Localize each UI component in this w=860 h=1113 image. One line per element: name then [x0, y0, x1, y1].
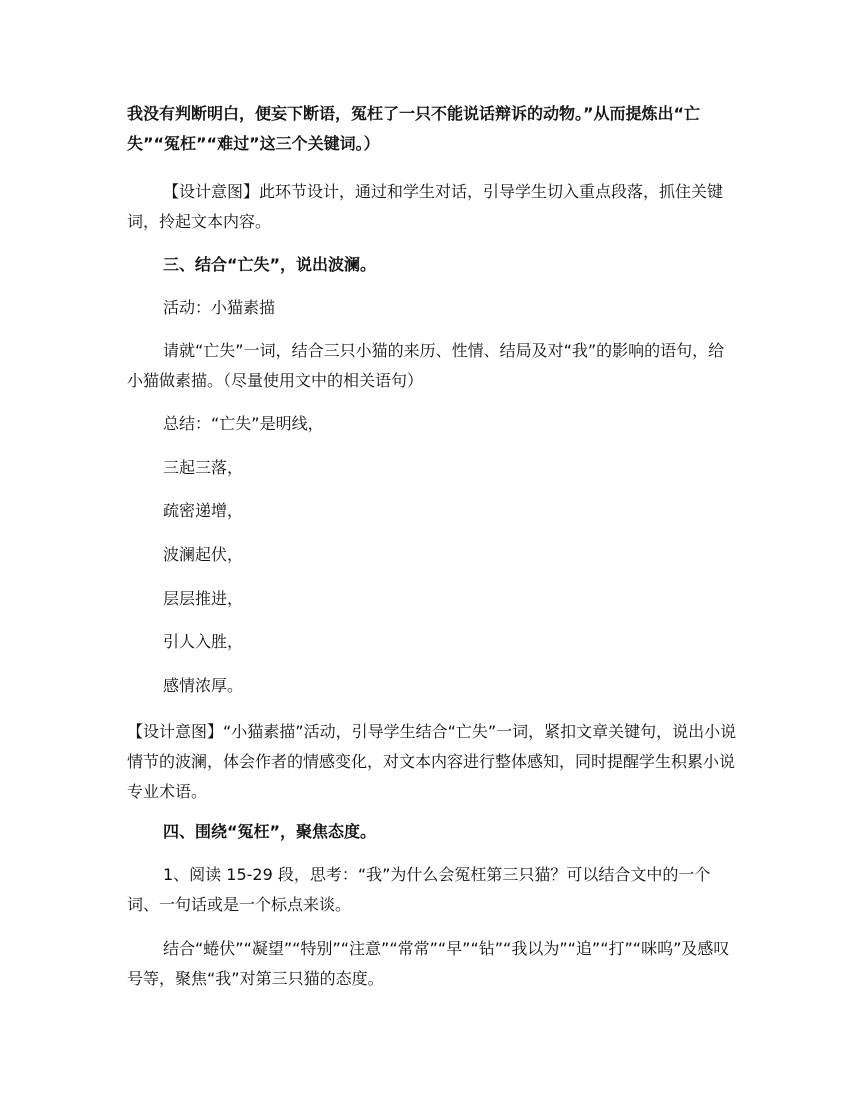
- summary-line: 三起三落，: [163, 458, 244, 477]
- paragraph-instruction: 请就“亡失”一词，结合三只小猫的来历、性情、结局及对“我”的影响的语句，给小猫做素描。（尽量使用文中的相关语句）: [127, 341, 725, 390]
- summary-line: 疏密递增，: [163, 501, 244, 520]
- summary-line: 引人入胜，: [163, 632, 244, 651]
- paragraph-question-1: 1、阅读 15-29 段，思考：“我”为什么会冤枉第三只猫？可以结合文中的一个词、一句话或是一个标点来谈。: [127, 865, 711, 914]
- summary-line: 层层推进，: [163, 589, 244, 608]
- paragraph-conclusion: 我没有判断明白，便妄下断语，冤枉了一只不能说话辩诉的动物。”从而提炼出“亡失”“冤枉”“难过”这三个关键词。）: [127, 104, 701, 153]
- activity-label: 活动：小猫素描: [163, 298, 276, 317]
- summary-line: 总结：“亡失”是明线，: [163, 414, 324, 433]
- paragraph-keywords: 结合“蜷伏”“凝望”“特别”“注意”“常常”“早”“钻”“我以为”“追”“打”“咪呜”及感叹号等，聚焦“我”对第三只猫的态度。: [127, 939, 730, 988]
- paragraph-design-intent-1: 【设计意图】此环节设计，通过和学生对话，引导学生切入重点段落，抓住关键词，拎起文本内容。: [127, 182, 724, 231]
- section-heading-4: 四、围绕“冤枉”，聚焦态度。: [163, 822, 377, 841]
- section-heading-3: 三、结合“亡失”，说出波澜。: [163, 255, 377, 274]
- paragraph-design-intent-2: 【设计意图】“小猫素描”活动，引导学生结合“亡失”一词，紧扣文章关键句，说出小说情节的波澜，体会作者的情感变化，对文本内容进行整体感知，同时提醒学生积累小说专业术语。: [127, 722, 737, 801]
- summary-line: 波澜起伏，: [163, 545, 244, 564]
- summary-line: 感情浓厚。: [163, 676, 244, 695]
